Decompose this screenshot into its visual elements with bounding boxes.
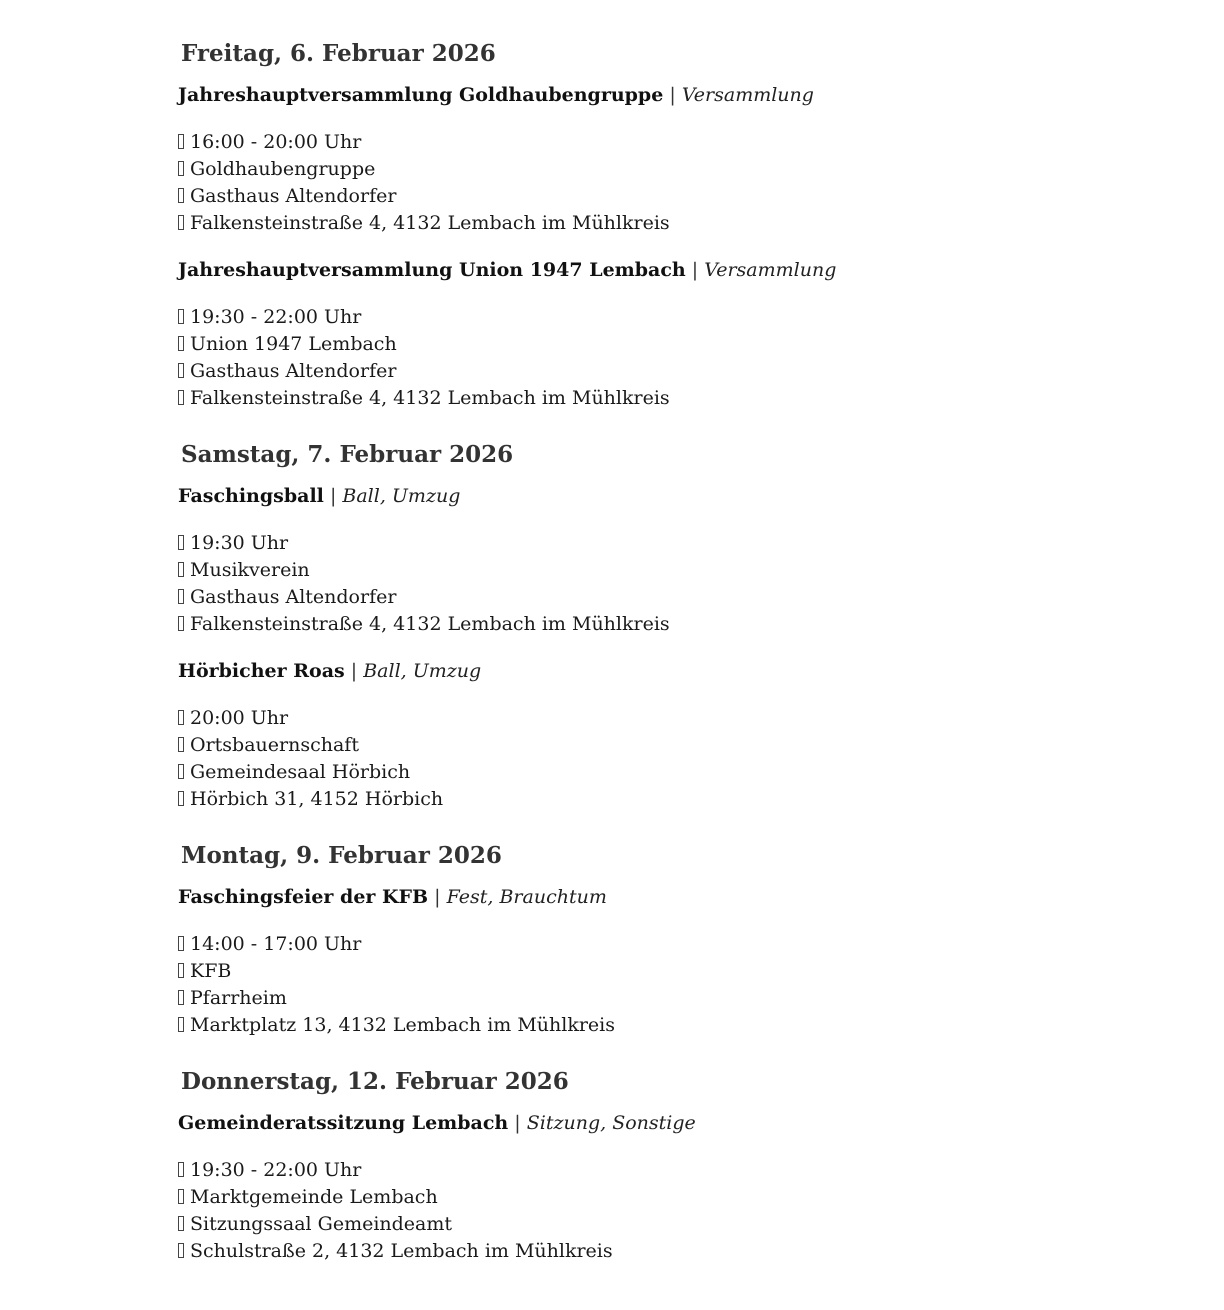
event-time-text: 19:30 - 22:00 Uhr — [190, 1159, 362, 1181]
day-heading: Montag, 9. Februar 2026 — [181, 842, 502, 869]
event-organizer-text[interactable]: Ortsbauernschaft — [190, 734, 359, 756]
event-address — [178, 385, 1178, 412]
map-marker-icon — [178, 1243, 184, 1258]
title-separator: | — [434, 886, 441, 908]
event-venue — [178, 183, 1178, 210]
clock-icon — [178, 1162, 184, 1177]
event-details — [178, 530, 1178, 638]
event-organizer-text[interactable]: Marktgemeinde Lembach — [190, 1186, 438, 1208]
event-venue-text[interactable]: Gasthaus Altendorfer — [190, 360, 397, 382]
event-entry — [178, 1110, 1178, 1265]
event-venue-text[interactable]: Gasthaus Altendorfer — [190, 185, 397, 207]
event-address-text: Schulstraße 2, 4132 Lembach im Mühlkreis — [190, 1240, 613, 1262]
event-entry — [178, 483, 1178, 638]
event-address — [178, 1012, 1178, 1039]
building-icon — [178, 1216, 184, 1231]
event-details — [178, 705, 1178, 813]
user-icon — [178, 336, 184, 351]
event-time-text: 19:30 Uhr — [190, 532, 289, 554]
building-icon — [178, 363, 184, 378]
event-venue-text[interactable]: Pfarrheim — [190, 987, 287, 1009]
event-organizer — [178, 1184, 1178, 1211]
event-category[interactable]: Fest, Brauchtum — [446, 886, 607, 908]
building-icon — [178, 188, 184, 203]
building-icon — [178, 764, 184, 779]
user-icon — [178, 562, 184, 577]
event-organizer-text[interactable]: Musikverein — [190, 559, 310, 581]
event-organizer — [178, 156, 1178, 183]
clock-icon — [178, 309, 184, 324]
event-address-text: Falkensteinstraße 4, 4132 Lembach im Mühlkreis — [190, 212, 670, 234]
event-address — [178, 786, 1178, 813]
event-details — [178, 931, 1178, 1039]
event-time-text: 14:00 - 17:00 Uhr — [190, 933, 362, 955]
event-title[interactable]: Hörbicher Roas — [178, 660, 345, 682]
event-time — [178, 1157, 1178, 1184]
event-time — [178, 129, 1178, 156]
event-organizer-text[interactable]: KFB — [190, 960, 232, 982]
event-entry — [178, 257, 1178, 412]
event-entry — [178, 82, 1178, 237]
event-time — [178, 530, 1178, 557]
event-organizer — [178, 557, 1178, 584]
event-category[interactable]: Sitzung, Sonstige — [526, 1112, 696, 1134]
clock-icon — [178, 535, 184, 550]
event-venue-text[interactable]: Sitzungssaal Gemeindeamt — [190, 1213, 453, 1235]
map-marker-icon — [178, 791, 184, 806]
event-address-text: Falkensteinstraße 4, 4132 Lembach im Mühlkreis — [190, 387, 670, 409]
event-calendar — [178, 36, 1178, 1290]
event-venue — [178, 1211, 1178, 1238]
map-marker-icon — [178, 215, 184, 230]
day-section — [178, 36, 1178, 412]
day-heading: Samstag, 7. Februar 2026 — [181, 441, 514, 468]
user-icon — [178, 963, 184, 978]
building-icon — [178, 589, 184, 604]
day-section — [178, 838, 1178, 1039]
event-address-text: Marktplatz 13, 4132 Lembach im Mühlkreis — [190, 1014, 616, 1036]
event-venue-text[interactable]: Gemeindesaal Hörbich — [190, 761, 411, 783]
user-icon — [178, 737, 184, 752]
event-title[interactable]: Jahreshauptversammlung Goldhaubengruppe — [178, 84, 664, 106]
event-title-line — [178, 82, 1178, 108]
event-organizer-text[interactable]: Goldhaubengruppe — [190, 158, 376, 180]
event-organizer — [178, 331, 1178, 358]
event-time — [178, 304, 1178, 331]
clock-icon — [178, 134, 184, 149]
event-venue — [178, 358, 1178, 385]
user-icon — [178, 1189, 184, 1204]
event-category[interactable]: Versammlung — [681, 84, 814, 106]
event-address — [178, 210, 1178, 237]
event-organizer — [178, 958, 1178, 985]
event-time-text: 19:30 - 22:00 Uhr — [190, 306, 362, 328]
event-time-text: 20:00 Uhr — [190, 707, 289, 729]
event-title[interactable]: Faschingsball — [178, 485, 324, 507]
day-section — [178, 1064, 1178, 1265]
event-title[interactable]: Gemeinderatssitzung Lembach — [178, 1112, 509, 1134]
day-heading: Freitag, 6. Februar 2026 — [181, 40, 496, 67]
event-title[interactable]: Jahreshauptversammlung Union 1947 Lembach — [178, 259, 686, 281]
event-address — [178, 1238, 1178, 1265]
event-title-line — [178, 257, 1178, 283]
title-separator: | — [329, 485, 337, 507]
event-organizer — [178, 732, 1178, 759]
event-category[interactable]: Ball, Umzug — [363, 660, 482, 682]
event-address-text: Falkensteinstraße 4, 4132 Lembach im Mühlkreis — [190, 613, 670, 635]
event-details — [178, 1157, 1178, 1265]
event-time-text: 16:00 - 20:00 Uhr — [190, 131, 362, 153]
user-icon — [178, 161, 184, 176]
map-marker-icon — [178, 1017, 184, 1032]
event-title-line — [178, 884, 1178, 910]
event-entry — [178, 658, 1178, 813]
event-venue — [178, 985, 1178, 1012]
event-organizer-text[interactable]: Union 1947 Lembach — [190, 333, 397, 355]
title-separator: | — [350, 660, 358, 682]
event-details — [178, 304, 1178, 412]
day-section — [178, 437, 1178, 813]
event-entry — [178, 884, 1178, 1039]
day-heading: Donnerstag, 12. Februar 2026 — [181, 1068, 569, 1095]
title-separator: | — [669, 84, 676, 106]
event-venue — [178, 759, 1178, 786]
event-address — [178, 611, 1178, 638]
map-marker-icon — [178, 390, 184, 405]
building-icon — [178, 990, 184, 1005]
event-time — [178, 705, 1178, 732]
map-marker-icon — [178, 616, 184, 631]
clock-icon — [178, 936, 184, 951]
event-venue-text[interactable]: Gasthaus Altendorfer — [190, 586, 397, 608]
event-title[interactable]: Faschingsfeier der KFB — [178, 886, 429, 908]
event-address-text: Hörbich 31, 4152 Hörbich — [190, 788, 444, 810]
title-separator: | — [691, 259, 699, 281]
event-category[interactable]: Ball, Umzug — [342, 485, 461, 507]
event-venue — [178, 584, 1178, 611]
title-separator: | — [514, 1112, 521, 1134]
event-category[interactable]: Versammlung — [704, 259, 837, 281]
clock-icon — [178, 710, 184, 725]
event-time — [178, 931, 1178, 958]
event-details — [178, 129, 1178, 237]
event-title-line — [178, 483, 1178, 509]
event-title-line — [178, 1110, 1178, 1136]
event-title-line — [178, 658, 1178, 684]
